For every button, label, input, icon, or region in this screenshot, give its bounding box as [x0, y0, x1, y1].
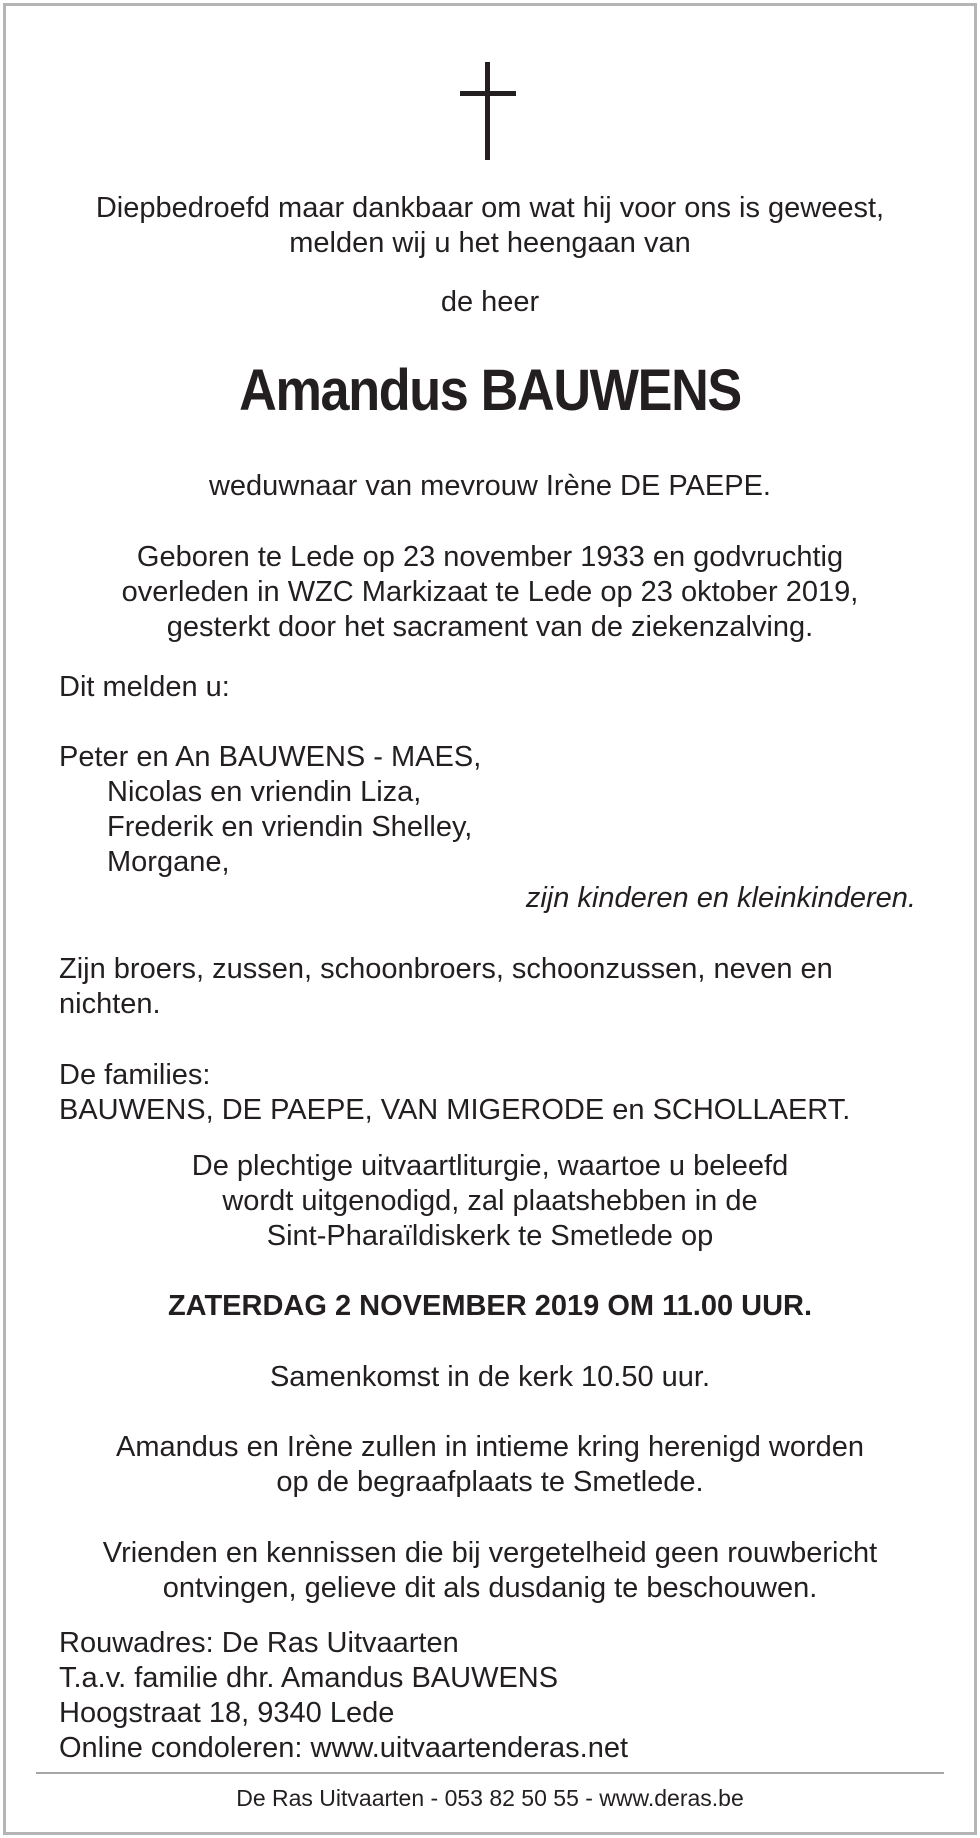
liturgy-line-1: De plechtige uitvaartliturgie, waartoe u beleefd [191, 1150, 789, 1182]
liturgy-line-3: Sint-Pharaïldiskerk te Smetlede op [266, 1220, 714, 1252]
address-line-2: T.a.v. familie dhr. Amandus BAUWENS [59, 1662, 559, 1694]
deceased-name: Amandus BAUWENS [239, 358, 741, 423]
grandchild-line: Nicolas en vriendin Liza, [107, 776, 422, 808]
birth-death-line-2: overleden in WZC Markizaat te Lede op 23 oktober 2019, [121, 576, 859, 608]
intro-line-1: Diepbedroefd maar dankbaar om wat hij voor ons is geweest, [95, 192, 885, 224]
siblings-line-1: Zijn broers, zussen, schoonbroers, schoonzussen, neven en [59, 953, 833, 985]
footer-contact: De Ras Uitvaarten - 053 82 50 55 - www.deras.be [236, 1785, 744, 1811]
siblings-line-2: nichten. [59, 988, 161, 1020]
gathering-line: Samenkomst in de kerk 10.50 uur. [269, 1361, 711, 1393]
birth-death-line-1: Geboren te Lede op 23 november 1933 en godvruchtig [136, 541, 844, 573]
service-datetime: ZATERDAG 2 NOVEMBER 2019 OM 11.00 UUR. [167, 1290, 813, 1322]
liturgy-line-2: wordt uitgenodigd, zal plaatshebben in de [222, 1185, 758, 1217]
notice-line-2: ontvingen, gelieve dit als dusdanig te beschouwen. [162, 1572, 818, 1604]
burial-line-2: op de begraafplaats te Smetlede. [276, 1466, 704, 1498]
intro-line-2: melden wij u het heengaan van [289, 227, 691, 259]
cross-icon [460, 62, 516, 160]
address-line-1: Rouwadres: De Ras Uitvaarten [59, 1627, 459, 1659]
families-heading: De families: [59, 1059, 211, 1091]
birth-death-line-3: gesterkt door het sacrament van de ziekenzalving. [166, 611, 814, 643]
footer-divider [36, 1772, 944, 1774]
online-condolence-link[interactable]: Online condoleren: www.uitvaartenderas.net [59, 1732, 629, 1764]
grandchild-line: Morgane, [107, 846, 230, 878]
children-line: Peter en An BAUWENS - MAES, [59, 741, 482, 773]
grandchild-line: Frederik en vriendin Shelley, [107, 811, 473, 843]
family-relation: zijn kinderen en kleinkinderen. [525, 882, 916, 914]
notice-line-1: Vrienden en kennissen die bij vergetelheid geen rouwbericht [102, 1537, 878, 1569]
announcers-heading: Dit melden u: [59, 671, 230, 703]
spouse-line: weduwnaar van mevrouw Irène DE PAEPE. [208, 470, 771, 502]
families-names: BAUWENS, DE PAEPE, VAN MIGERODE en SCHOLLAERT. [59, 1094, 851, 1126]
burial-line-1: Amandus en Irène zullen in intieme kring herenigd worden [116, 1431, 864, 1463]
address-line-3: Hoogstraat 18, 9340 Lede [59, 1697, 395, 1729]
title-prefix: de heer [440, 286, 540, 318]
